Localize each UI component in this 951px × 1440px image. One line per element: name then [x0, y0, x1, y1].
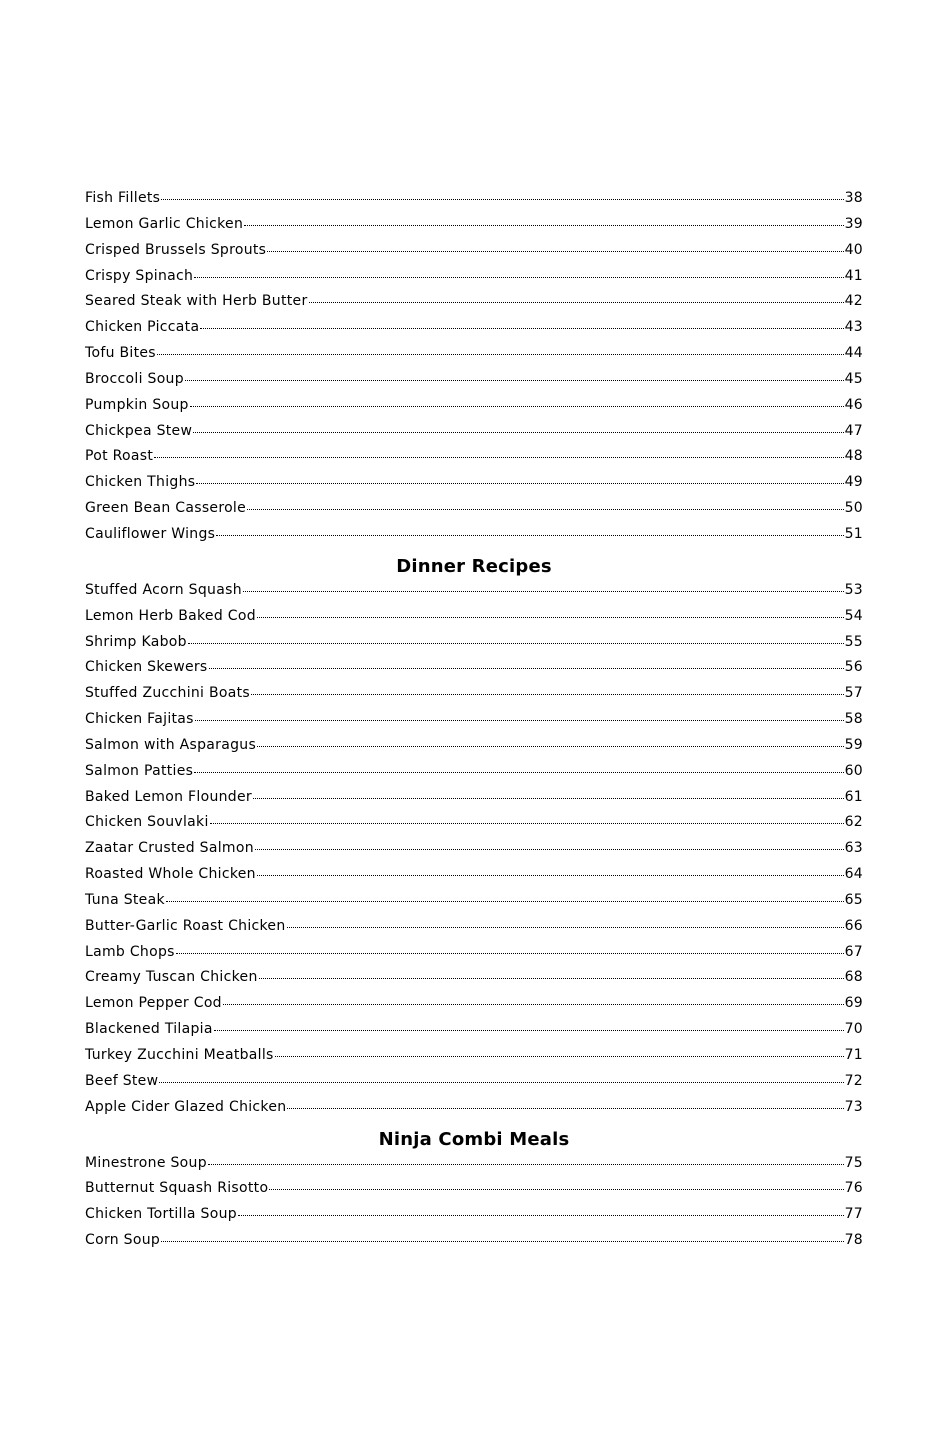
toc-entry[interactable]	[85, 763, 863, 789]
toc-entry-title: Minestrone Soup	[85, 1154, 207, 1171]
toc-entry[interactable]	[85, 1047, 863, 1073]
toc-entry[interactable]	[85, 423, 863, 449]
toc-entry-title: Lemon Herb Baked Cod	[85, 607, 256, 624]
dot-leader	[188, 643, 844, 644]
toc-entry-page-number: 69	[844, 995, 863, 1012]
dot-leader	[157, 354, 844, 355]
toc-entry[interactable]	[85, 685, 863, 711]
toc-entry[interactable]	[85, 216, 863, 242]
toc-entry[interactable]	[85, 918, 863, 944]
toc-entry-title: Chicken Fajitas	[85, 711, 194, 728]
toc-entry-title: Salmon Patties	[85, 762, 194, 779]
toc-entry-title: Fish Fillets	[85, 190, 161, 206]
dot-leader	[275, 1056, 844, 1057]
dot-leader	[209, 668, 844, 669]
dot-leader	[210, 823, 844, 824]
toc-entry[interactable]	[85, 892, 863, 918]
dot-leader	[257, 617, 844, 618]
toc-entry[interactable]	[85, 634, 863, 660]
dot-leader	[200, 328, 843, 329]
toc-entry[interactable]	[85, 789, 863, 815]
toc-entry-title: Broccoli Soup	[85, 370, 184, 387]
dot-leader	[257, 875, 844, 876]
toc-entry-page-number: 58	[844, 711, 863, 728]
toc-entry[interactable]	[85, 1180, 863, 1206]
toc-entry-title: Stuffed Zucchini Boats	[85, 685, 251, 702]
toc-entry-page-number: 55	[844, 633, 863, 650]
toc-entry-page-number: 45	[844, 370, 863, 387]
toc-entry-title: Chicken Souvlaki	[85, 814, 209, 831]
toc-entry-page-number: 43	[844, 319, 863, 336]
toc-entry-title: Pot Roast	[85, 448, 154, 465]
toc-entry-title: Cauliflower Wings	[85, 525, 216, 542]
toc-entry-title: Chicken Tortilla Soup	[85, 1206, 237, 1223]
toc-entry-page-number: 41	[844, 267, 863, 284]
toc-entry[interactable]	[85, 448, 863, 474]
toc-entry-page-number: 53	[844, 581, 863, 598]
toc-entry[interactable]	[85, 345, 863, 371]
toc-entry-title: Creamy Tuscan Chicken	[85, 969, 258, 986]
dot-leader	[154, 457, 843, 458]
toc-entry-page-number: 48	[844, 448, 863, 465]
toc-entry-page-number: 67	[844, 943, 863, 960]
dot-leader	[257, 746, 844, 747]
section-heading: Ninja Combi Meals	[378, 1128, 570, 1150]
toc-entry-page-number: 51	[844, 525, 863, 542]
toc-entry-title: Crisped Brussels Sprouts	[85, 241, 267, 258]
toc-entry-page-number: 38	[844, 190, 863, 206]
toc-entry-page-number: 60	[844, 762, 863, 779]
toc-entry-page-number: 57	[844, 685, 863, 702]
dot-leader	[223, 1004, 844, 1005]
toc-entry-title: Lamb Chops	[85, 943, 175, 960]
toc-entry-page-number: 47	[844, 422, 863, 439]
toc-entry[interactable]	[85, 1155, 863, 1181]
toc-entry[interactable]	[85, 190, 863, 216]
toc-entry[interactable]	[85, 526, 863, 552]
dot-leader	[166, 901, 844, 902]
toc-entry-title: Blackened Tilapia	[85, 1021, 213, 1038]
toc-entry-title: Baked Lemon Flounder	[85, 788, 252, 805]
toc-entry-title: Shrimp Kabob	[85, 633, 187, 650]
toc-entry-title: Tofu Bites	[85, 345, 156, 362]
toc-entry[interactable]	[85, 500, 863, 526]
toc-entry-page-number: 46	[844, 396, 863, 413]
dot-leader	[309, 302, 844, 303]
toc-entry-page-number: 63	[844, 840, 863, 857]
toc-entry[interactable]	[85, 969, 863, 995]
toc-entry[interactable]	[85, 1073, 863, 1099]
toc-entry-page-number: 49	[844, 474, 863, 491]
toc-entry-title: Roasted Whole Chicken	[85, 866, 256, 883]
dot-leader	[159, 1082, 843, 1083]
toc-entry[interactable]	[85, 814, 863, 840]
toc-entry-title: Salmon with Asparagus	[85, 736, 257, 753]
toc-entry-title: Tuna Steak	[85, 891, 165, 908]
toc-entry[interactable]	[85, 397, 863, 423]
toc-entry[interactable]	[85, 268, 863, 294]
dot-leader	[267, 251, 843, 252]
toc-entry-page-number: 54	[844, 607, 863, 624]
toc-entry[interactable]	[85, 293, 863, 319]
toc-entry[interactable]	[85, 866, 863, 892]
toc-entry[interactable]	[85, 319, 863, 345]
toc-entry-page-number: 78	[844, 1232, 863, 1249]
toc-entry-title: Beef Stew	[85, 1072, 159, 1089]
toc-entry-page-number: 42	[844, 293, 863, 310]
toc-entry[interactable]	[85, 608, 863, 634]
dot-leader	[243, 591, 844, 592]
toc-entry-title: Stuffed Acorn Squash	[85, 581, 242, 598]
dot-leader	[244, 225, 843, 226]
toc-entry-title: Seared Steak with Herb Butter	[85, 293, 308, 310]
dot-leader	[247, 509, 844, 510]
toc-entry-page-number: 70	[844, 1021, 863, 1038]
toc-entry[interactable]	[85, 242, 863, 268]
toc-entry[interactable]	[85, 944, 863, 970]
toc-entry-title: Turkey Zucchini Meatballs	[85, 1047, 274, 1063]
toc-entry-page-number: 68	[844, 969, 863, 986]
dot-leader	[253, 798, 844, 799]
toc-entry[interactable]	[85, 371, 863, 397]
dot-leader	[196, 483, 843, 484]
toc-entry-title: Chicken Skewers	[85, 659, 208, 676]
toc-entry-title: Lemon Garlic Chicken	[85, 215, 244, 232]
toc-entry-title: Lemon Pepper Cod	[85, 995, 222, 1012]
toc-entry[interactable]	[85, 1232, 863, 1258]
toc-entry-page-number: 39	[844, 215, 863, 232]
toc-entry[interactable]	[85, 737, 863, 763]
dot-leader	[238, 1215, 844, 1216]
toc-entry-page-number: 50	[844, 500, 863, 517]
toc-entry-title: Chickpea Stew	[85, 422, 193, 439]
dot-leader	[193, 432, 843, 433]
toc-entry[interactable]	[85, 582, 863, 608]
section-heading: Dinner Recipes	[396, 555, 552, 577]
dot-leader	[216, 535, 843, 536]
dot-leader	[161, 1241, 843, 1242]
toc-entry-page-number: 40	[844, 241, 863, 258]
dot-leader	[287, 1108, 843, 1109]
toc-entry-page-number: 77	[844, 1206, 863, 1223]
toc-entry-page-number: 75	[844, 1154, 863, 1171]
dot-leader	[190, 406, 844, 407]
dot-leader	[287, 927, 844, 928]
toc-entry-title: Crispy Spinach	[85, 267, 194, 284]
toc-entry-title: Apple Cider Glazed Chicken	[85, 1098, 287, 1115]
toc-entry-title: Chicken Piccata	[85, 319, 200, 336]
toc-entry[interactable]	[85, 659, 863, 685]
dot-leader	[195, 720, 844, 721]
dot-leader	[194, 772, 843, 773]
toc-entry[interactable]	[85, 474, 863, 500]
toc-entry-page-number: 56	[844, 659, 863, 676]
toc-entry-title: Chicken Thighs	[85, 474, 196, 491]
dot-leader	[161, 199, 843, 200]
toc-entry[interactable]	[85, 1206, 863, 1232]
toc-entry-page-number: 65	[844, 891, 863, 908]
toc-entry-title: Green Bean Casserole	[85, 500, 247, 517]
toc-entry-page-number: 73	[844, 1098, 863, 1115]
dot-leader	[176, 953, 844, 954]
dot-leader	[185, 380, 844, 381]
toc-entry-page-number: 72	[844, 1072, 863, 1089]
toc-entry[interactable]	[85, 840, 863, 866]
toc-entry-page-number: 66	[844, 917, 863, 934]
toc-entry-title: Pumpkin Soup	[85, 396, 189, 413]
dot-leader	[255, 849, 844, 850]
toc-entry-page-number: 62	[844, 814, 863, 831]
toc-entry-page-number: 59	[844, 736, 863, 753]
dot-leader	[259, 978, 844, 979]
dot-leader	[194, 277, 843, 278]
toc-entry-title: Butter-Garlic Roast Chicken	[85, 917, 286, 934]
toc-entry-title: Zaatar Crusted Salmon	[85, 840, 254, 857]
toc-entry[interactable]	[85, 1099, 863, 1125]
toc-entry-page-number: 71	[844, 1047, 863, 1063]
toc-entry-page-number: 61	[844, 788, 863, 805]
toc-entry-page-number: 76	[844, 1180, 863, 1197]
dot-leader	[208, 1164, 844, 1165]
toc-entry[interactable]	[85, 995, 863, 1021]
toc-entry[interactable]	[85, 711, 863, 737]
toc-entry[interactable]	[85, 1021, 863, 1047]
table-of-contents	[85, 190, 863, 1258]
dot-leader	[214, 1030, 844, 1031]
toc-entry-page-number: 44	[844, 345, 863, 362]
dot-leader	[251, 694, 844, 695]
toc-entry-title: Corn Soup	[85, 1232, 161, 1249]
dot-leader	[269, 1189, 843, 1190]
toc-entry-page-number: 64	[844, 866, 863, 883]
toc-entry-title: Butternut Squash Risotto	[85, 1180, 269, 1197]
